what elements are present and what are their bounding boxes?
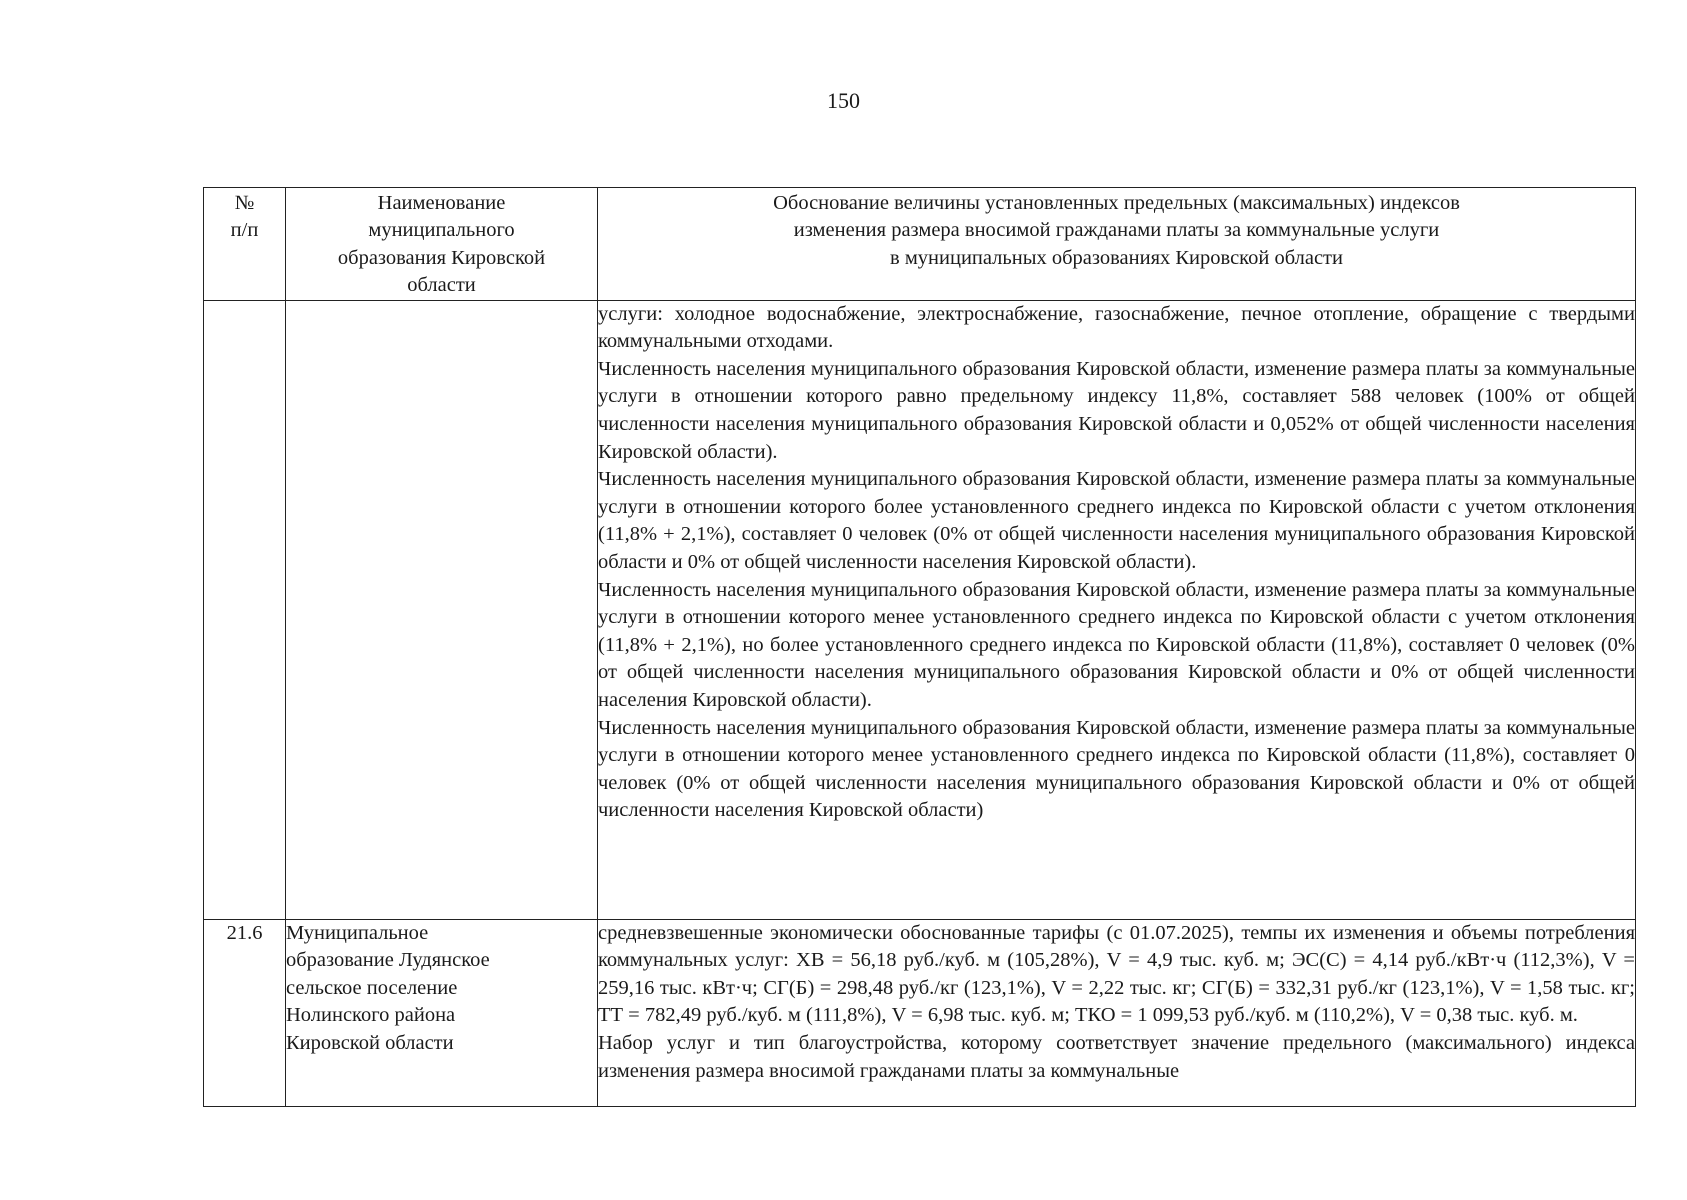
header-num-line: п/п xyxy=(230,219,259,242)
table-row xyxy=(204,919,1636,1106)
justification-table xyxy=(203,187,1636,1107)
table-row xyxy=(204,300,1636,919)
table-header-row xyxy=(204,188,1636,301)
justification-paragraph: Численность населения муниципального образования Кировской области, изменение размера платы за коммунальные услуги в отношении которого менее установленного среднего индекса по Кировской области с учетом отклонения (11,8% + 2,1%), но более установленного среднего индекса по Кировской области (11,8%), составляет 0 человек (0% от общей численности населения муниципального образования Кировской области и 0% от общей численности населения Кировской области). xyxy=(598,578,1635,711)
row-name-cell xyxy=(286,300,598,919)
page-number: 150 xyxy=(827,88,860,113)
header-name-line: муниципального xyxy=(368,219,515,242)
header-name-line: области xyxy=(407,274,476,297)
justification-paragraph: Численность населения муниципального образования Кировской области, изменение размера платы за коммунальные услуги в отношении которого более установленного среднего индекса по Кировской области с учетом отклонения (11,8% + 2,1%), составляет 0 человек (0% от общей численности населения муниципального образования Кировской области и 0% от общей численности населения Кировской области). xyxy=(598,468,1635,573)
municipality-name-line: Муниципальное xyxy=(286,921,429,944)
justification-paragraph: Набор услуг и тип благоустройства, которому соответствует значение предельного (максимального) индекса изменения размера вносимой гражданами платы за коммунальные xyxy=(598,1032,1635,1082)
header-name xyxy=(286,188,598,301)
justification-paragraph: средневзвешенные экономически обоснованные тарифы (с 01.07.2025), темпы их изменения и объемы потребления коммунальных услуг: ХВ = 56,18 руб./куб. м (105,28%), V = 4,9 тыс. куб. м; ЭС(С) = 4,14 руб./кВт·ч (112,3%), V = 259,16 тыс. кВт·ч; СГ(Б) = 298,48 руб./кг (123,1%), V = 2,22 тыс. кг; СГ(Б) = 332,31 руб./кг (123,1%), V = 1,58 тыс. кг; ТТ = 782,49 руб./куб. м (111,8%), V = 6,98 тыс. куб. м; ТКО = 1 099,53 руб./куб. м (110,2%), V = 0,38 тыс. куб. м. xyxy=(598,921,1635,1027)
row-name-cell xyxy=(286,919,598,1106)
municipality-name-line: Нолинского района xyxy=(286,1004,456,1027)
row-justification-cell xyxy=(598,919,1636,1106)
header-name-line: образования Кировской xyxy=(337,246,546,269)
justification-paragraph: Численность населения муниципального образования Кировской области, изменение размера платы за коммунальные услуги в отношении которого равно предельному индексу 11,8%, составляет 588 человек (100% от общей численности населения муниципального образования Кировской области и 0,052% от общей численности населения Кировской области). xyxy=(598,357,1635,463)
municipality-name-line: Кировской области xyxy=(286,1032,454,1054)
row-justification-cell xyxy=(598,300,1636,919)
header-justification-line: в муниципальных образованиях Кировской области xyxy=(890,246,1343,269)
municipality-name-line: образование Лудянское xyxy=(286,949,490,972)
justification-paragraph: Численность населения муниципального образования Кировской области, изменение размера платы за коммунальные услуги в отношении которого менее установленного среднего индекса по Кировской области (11,8%), составляет 0 человек (0% от общей численности населения муниципального образования Кировской области и 0% от общей численности населения Кировской области) xyxy=(598,716,1635,822)
header-justification xyxy=(598,188,1636,301)
justification-paragraph: услуги: холодное водоснабжение, электроснабжение, газоснабжение, печное отопление, обращение с твердыми коммунальными отходами. xyxy=(598,302,1635,353)
header-name-line: Наименование xyxy=(377,192,506,214)
header-num xyxy=(204,188,286,301)
header-justification-line: изменения размера вносимой гражданами платы за коммунальные услуги xyxy=(793,219,1440,242)
row-num-cell: 21.6 xyxy=(204,919,286,1106)
header-justification-line: Обоснование величины установленных предельных (максимальных) индексов xyxy=(773,192,1460,214)
header-num-line: № xyxy=(234,192,255,214)
municipality-name-line: сельское поселение xyxy=(286,976,458,999)
row-num-cell xyxy=(204,300,286,919)
